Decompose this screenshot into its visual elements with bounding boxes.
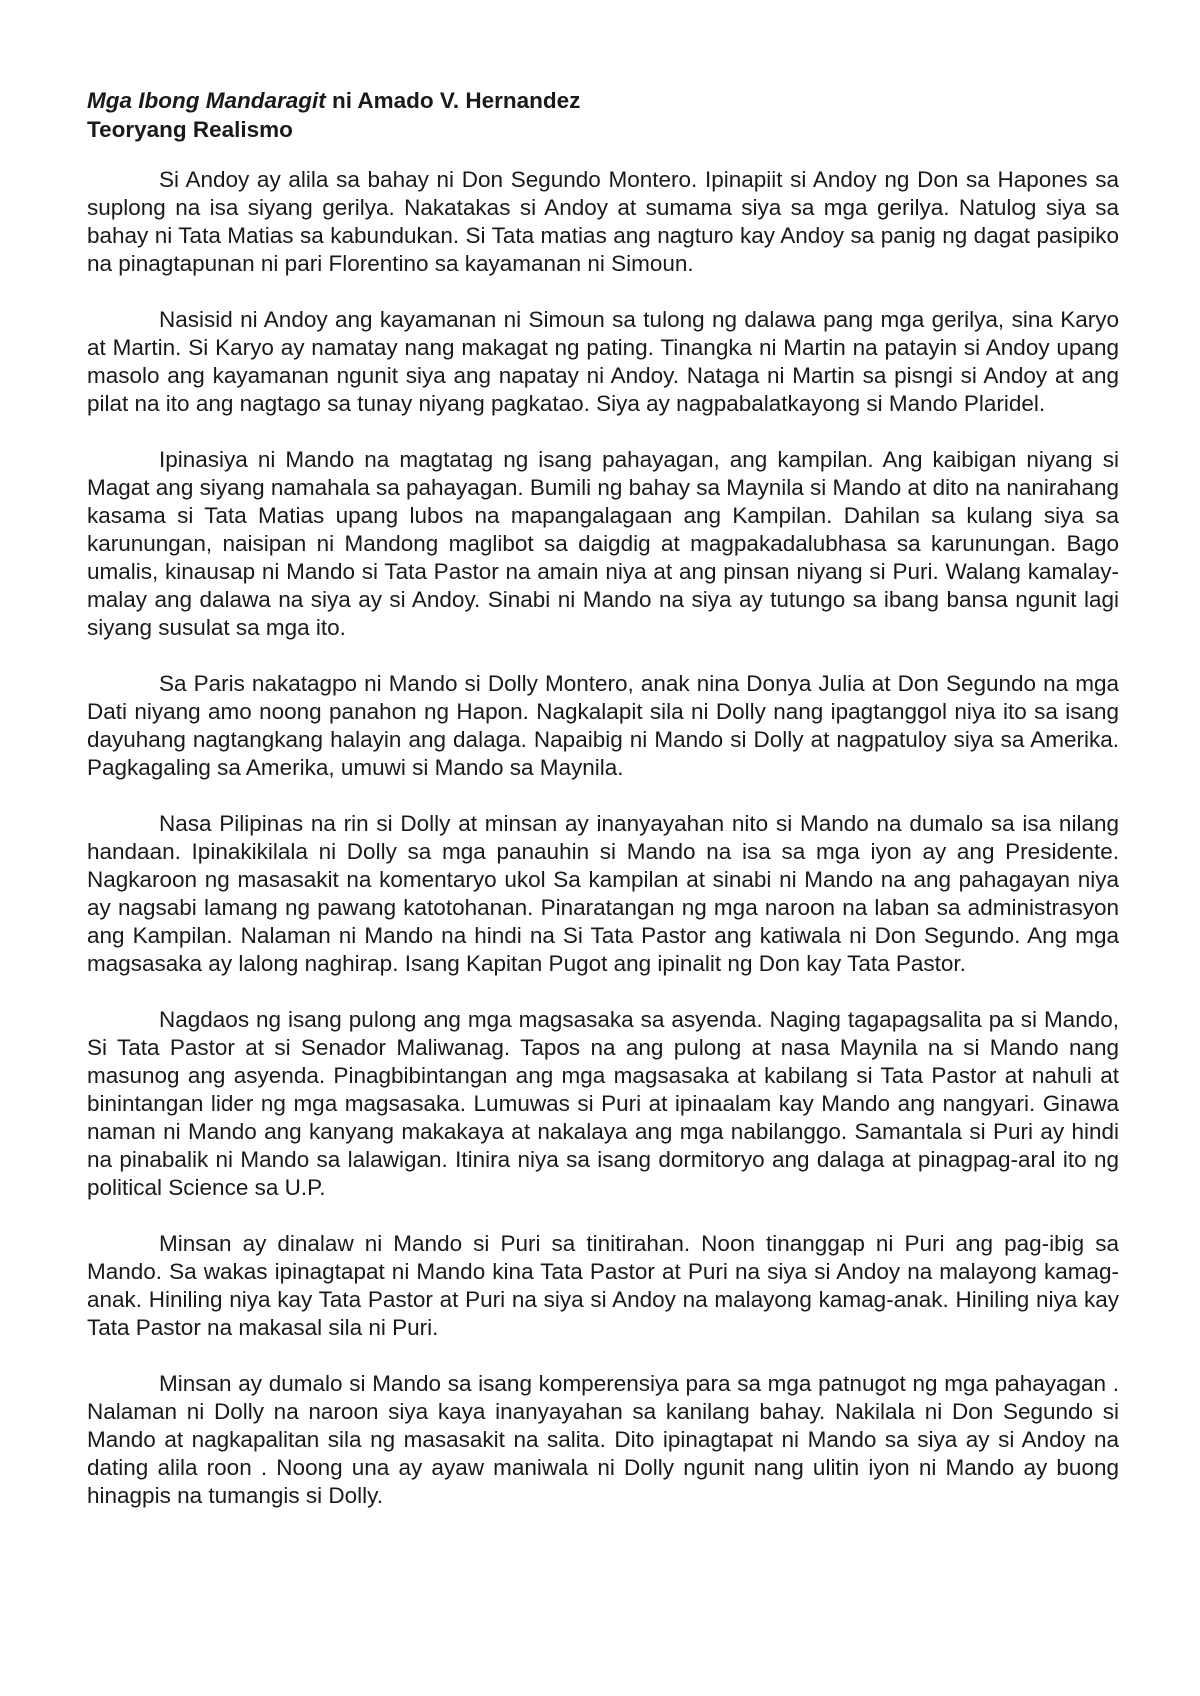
paragraph-3: Ipinasiya ni Mando na magtatag ng isang pahayagan, ang kampilan. Ang kaibigan niyang si Magat ang siyang namahala sa pahayagan. Bumili ng bahay sa Maynila si Mando at dito na nanirahang kasama si Tata Matias upang lubos na mapangalagaan ang Kampilan. Dahilan sa kulang siya sa karunungan, naisipan ni Mandong maglibot sa daigdig at magpakadalubhasa sa karunungan. Bago umalis, kinausap ni Mando si Tata Pastor na amain niya at ang pinsan niyang si Puri. Walang kamalay-malay ang dalawa na siya ay si Andoy. Sinabi ni Mando na siya ay tutungo sa ibang bansa ngunit lagi siyang susulat sa mga ito. <box>87 447 1119 640</box>
paragraph-8: Minsan ay dumalo si Mando sa isang komperensiya para sa mga patnugot ng mga pahayagan . Nalaman ni Dolly na naroon siya kaya inanyayahan sa kanilang bahay. Nakilala ni Don Segundo si Mando at nagkapalitan sila ng masasakit na salita. Dito ipinagtapat ni Mando sa siya ay si Andoy na dating alila roon . Noong una ay ayaw maniwala ni Dolly ngunit nang ulitin iyon ni Mando ay buong hinagpis na tumangis si Dolly. <box>87 1371 1119 1508</box>
document-page <box>87 86 1119 1538</box>
paragraph-6: Nagdaos ng isang pulong ang mga magsasaka sa asyenda. Naging tagapagsalita pa si Mando, Si Tata Pastor at si Senador Maliwanag. Tapos na ang pulong at nasa Maynila na si Mando nang masunog ang asyenda. Pinagbibintangan ang mga magsasaka at kabilang si Tata Pastor at nahuli at binintangan lider ng mga magsasaka. Lumuwas si Puri at ipinaalam kay Mando ang nangyari. Ginawa naman ni Mando ang kanyang makakaya at nakalaya ang mga nabilanggo. Samantala si Puri ay hindi na pinabalik ni Mando sa lalawigan. Itinira niya sa isang dormitoryo ang dalaga at pinagpag-aral ito ng political Science sa U.P. <box>87 1007 1119 1200</box>
paragraph-2: Nasisid ni Andoy ang kayamanan ni Simoun sa tulong ng dalawa pang mga gerilya, sina Karyo at Martin. Si Karyo ay namatay nang makagat ng pating. Tinangka ni Martin na patayin si Andoy upang masolo ang kayamanan ngunit siya ang napatay ni Andoy. Nataga ni Martin sa pisngi si Andoy at ang pilat na ito ang nagtago sa tunay niyang pagkatao. Siya ay nagpabalatkayong si Mando Plaridel. <box>87 307 1119 416</box>
paragraph-7: Minsan ay dinalaw ni Mando si Puri sa tinitirahan. Noon tinanggap ni Puri ang pag-ibig sa Mando. Sa wakas ipinagtapat ni Mando kina Tata Pastor at Puri na siya si Andoy na malayong kamag-anak. Hiniling niya kay Tata Pastor at Puri na siya si Andoy na malayong kamag-anak. Hiniling niya kay Tata Pastor na makasal sila ni Puri. <box>87 1231 1119 1340</box>
document-subtitle: Teoryang Realismo <box>87 117 293 142</box>
paragraph-5: Nasa Pilipinas na rin si Dolly at minsan ay inanyayahan nito si Mando na dumalo sa isa nilang handaan. Ipinakikilala ni Dolly sa mga panauhin si Mando na isa sa mga iyon ay ang Presidente. Nagkaroon ng masasakit na komentaryo ukol Sa kampilan at sinabi ni Mando na ang pahagayan niya ay nagsabi lamang ng pawang katotohanan. Pinaratangan ng mga naroon na laban sa administrasyon ang Kampilan. Nalaman ni Mando na hindi na Si Tata Pastor ang katiwala ni Don Segundo. Ang mga magsasaka ay lalong naghirap. Isang Kapitan Pugot ang ipinalit ng Don kay Tata Pastor. <box>87 811 1119 976</box>
paragraph-4: Sa Paris nakatagpo ni Mando si Dolly Montero, anak nina Donya Julia at Don Segundo na mga Dati niyang amo noong panahon ng Hapon. Nagkalapit sila ni Dolly nang ipagtanggol niya ito sa isang dayuhang nagtangkang halayin ang dalaga. Napaibig ni Mando si Dolly at nagpatuloy siya sa Amerika. Pagkagaling sa Amerika, umuwi si Mando sa Maynila. <box>87 671 1119 780</box>
author-line: ni Amado V. Hernandez <box>325 88 581 113</box>
paragraph-1: Si Andoy ay alila sa bahay ni Don Segundo Montero. Ipinapiit si Andoy ng Don sa Hapones sa suplong na isa siyang gerilya. Nakatakas si Andoy at sumama siya sa mga gerilya. Natulog siya sa bahay ni Tata Matias sa kabundukan. Si Tata matias ang nagturo kay Andoy sa panig ng dagat pasipiko na pinagtapunan ni pari Florentino sa kayamanan ni Simoun. <box>87 167 1119 276</box>
book-title: Mga Ibong Mandaragit <box>87 88 326 113</box>
document-title <box>87 86 1119 115</box>
